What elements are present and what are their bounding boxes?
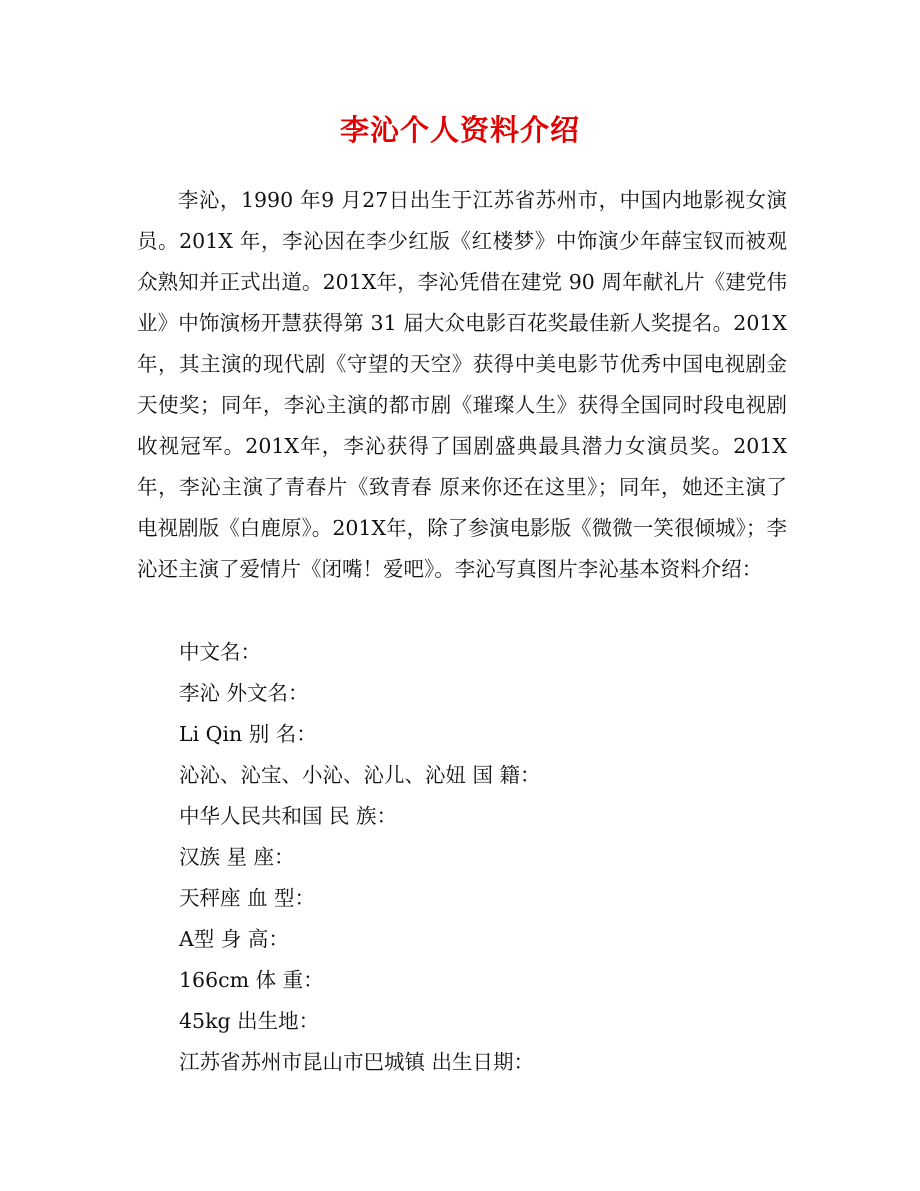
intro-paragraph: 李沁，1990 年9 月27日出生于江苏省苏州市，中国内地影视女演员。201X 年，李沁因在李少红版《红楼梦》中饰演少年薛宝钗而被观众熟知并正式出道。201X年，李沁凭借在建党 90 周年献礼片《建党伟业》中饰演杨开慧获得第 31 届大众电影百花奖最佳新人奖提名。201X 年，其主演的现代剧《守望的天空》获得中美电影节优秀中国电视剧金天使奖；同年，李沁主演的都市剧《璀璨人生》获得全国同时段电视剧收视冠军。201X年，李沁获得了国剧盛典最具潜力女演员奖。201X年，李沁主演了青春片《致青春 原来你还在这里》；同年，她还主演了电视剧版《白鹿原》。201X年，除了参演电影版《微微一笑很倾城》；李沁还主演了爱情片《闭嘴！爱吧》。李沁写真图片李沁基本资料介绍：: [137, 188, 787, 581]
info-line-blood-type: 天秤座 血 型：: [179, 886, 316, 910]
info-line-height: A型 身 高：: [179, 927, 289, 951]
page-title: 李沁个人资料介绍: [339, 113, 580, 147]
info-line-ethnicity: 中华人民共和国 民 族：: [179, 804, 398, 828]
info-line-chinese-name: 中文名：: [179, 640, 261, 664]
info-line-weight: 166cm 体 重：: [179, 968, 324, 992]
info-line-birth-date: 江苏省苏州市昆山市巴城镇 出生日期：: [179, 1050, 535, 1074]
info-line-constellation: 汉族 星 座：: [179, 845, 295, 869]
info-line-birthplace: 45kg 出生地：: [179, 1009, 320, 1033]
info-line-nationality: 沁沁、沁宝、小沁、沁儿、沁妞 国 籍：: [179, 763, 541, 787]
info-line-foreign-name: 李沁 外文名：: [179, 681, 309, 705]
info-line-alias: Li Qin 别 名：: [179, 722, 317, 746]
